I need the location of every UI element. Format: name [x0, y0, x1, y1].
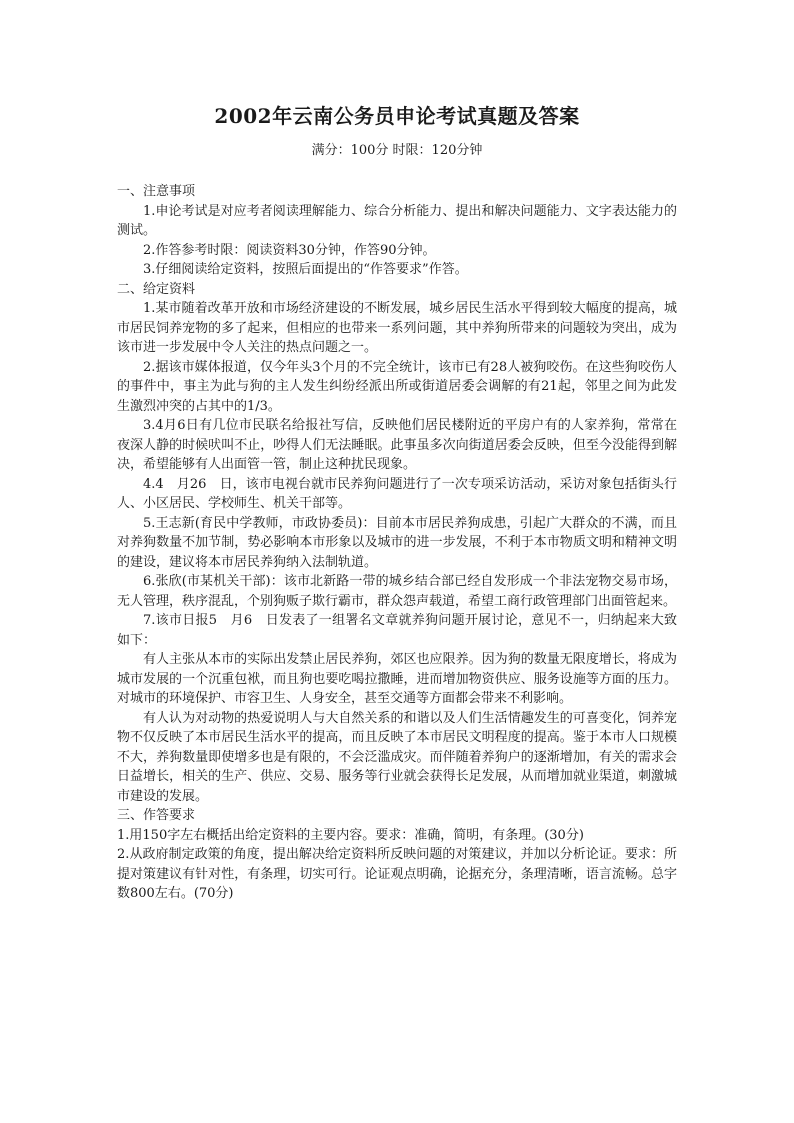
notes-item: 2.作答参考时限：阅读资料30分钟，作答90分钟。	[143, 242, 436, 258]
notes-item: 3.仔细阅读给定资料，按照后面提出的“作答要求”作答。	[143, 262, 468, 277]
document-subtitle: 满分：100分 时限：120分钟	[311, 143, 483, 158]
requirement-item: 1.用150字左右概括出给定资料的主要内容。要求：准确，简明，有条理。(30分)	[117, 827, 584, 843]
document-title: 2002年云南公务员申论考试真题及答案	[214, 104, 580, 128]
section-heading-requirements: 三、作答要求	[117, 808, 196, 823]
section-heading-notes: 一、注意事项	[117, 184, 196, 199]
material-paragraph: 5.王志新(育民中学教师，市政协委员)：目前本市居民养狗成患，引起广大群众的不满，而且对养狗数量不加节制，势必影响本市形象以及城市的进一步发展，不利于本市物质文明和精神文明的建设，建议将本市居民养狗纳入法制轨道。	[117, 515, 677, 570]
material-paragraph: 2.据该市媒体报道，仅今年头3个月的不完全统计，该市已有28人被狗咬伤。在这些狗咬伤人的事件中，事主为此与狗的主人发生纠纷经派出所或街道居委会调解的有21起，邻里之间为此发生激烈冲突的占其中的1/3。	[117, 359, 677, 414]
section-heading-materials: 二、给定资料	[117, 281, 196, 297]
material-paragraph: 4.4 月26 日，该市电视台就市民养狗问题进行了一次专项采访活动，采访对象包括街头行人、小区居民、学校师生、机关干部等。	[117, 476, 677, 511]
material-paragraph: 7.该市日报5 月6 日发表了一组署名文章就养狗问题开展讨论，意见不一，归纳起来大致如下：	[117, 613, 677, 648]
notes-item: 1.申论考试是对应考者阅读理解能力、综合分析能力、提出和解决问题能力、文字表达能力的测试。	[117, 203, 677, 238]
document-page	[117, 100, 677, 904]
requirement-item: 2.从政府制定政策的角度，提出解决给定资料所反映问题的对策建议，并加以分析论证。要求：所提对策建议有针对性，有条理，切实可行。论证观点明确，论据充分，条理清晰，语言流畅。总字数800左右。(70分)	[117, 847, 677, 901]
material-paragraph: 有人主张从本市的实际出发禁止居民养狗，郊区也应限养。因为狗的数量无限度增长，将成为城市发展的一个沉重包袱，而且狗也要吃喝拉撒睡，进而增加物资供应、服务设施等方面的压力。对城市的环境保护、市容卫生、人身安全，甚至交通等方面都会带来不利影响。	[117, 652, 677, 706]
material-paragraph: 有人认为对动物的热爱说明人与大自然关系的和谐以及人们生活情趣发生的可喜变化，饲养宠物不仅反映了本市居民生活水平的提高，而且反映了本市居民文明程度的提高。鉴于本市人口规模不大，养狗数量即使增多也是有限的，不会泛滥成灾。而伴随着养狗户的逐渐增加，有关的需求会日益增长，相关的生产、供应、交易、服务等行业就会获得长足发展，从而增加就业渠道，刺激城市建设的发展。	[117, 710, 677, 804]
material-paragraph: 3.4月6日有几位市民联名给报社写信，反映他们居民楼附近的平房户有的人家养狗，常常在夜深人静的时候吠叫不止，吵得人们无法睡眠。此事虽多次向街道居委会反映，但至今没能得到解决，希望能够有人出面管一管，制止这种扰民现象。	[117, 418, 677, 472]
material-paragraph: 1.某市随着改革开放和市场经济建设的不断发展，城乡居民生活水平得到较大幅度的提高，城市居民饲养宠物的多了起来，但相应的也带来一系列问题，其中养狗所带来的问题较为突出，成为该市进一步发展中令人关注的热点问题之一。	[117, 301, 677, 355]
material-paragraph: 6.张欣(市某机关干部)：该市北新路一带的城乡结合部已经自发形成一个非法宠物交易市场，无人管理，秩序混乱，个别狗贩子欺行霸市，群众怨声载道，希望工商行政管理部门出面管起来。	[117, 574, 677, 609]
